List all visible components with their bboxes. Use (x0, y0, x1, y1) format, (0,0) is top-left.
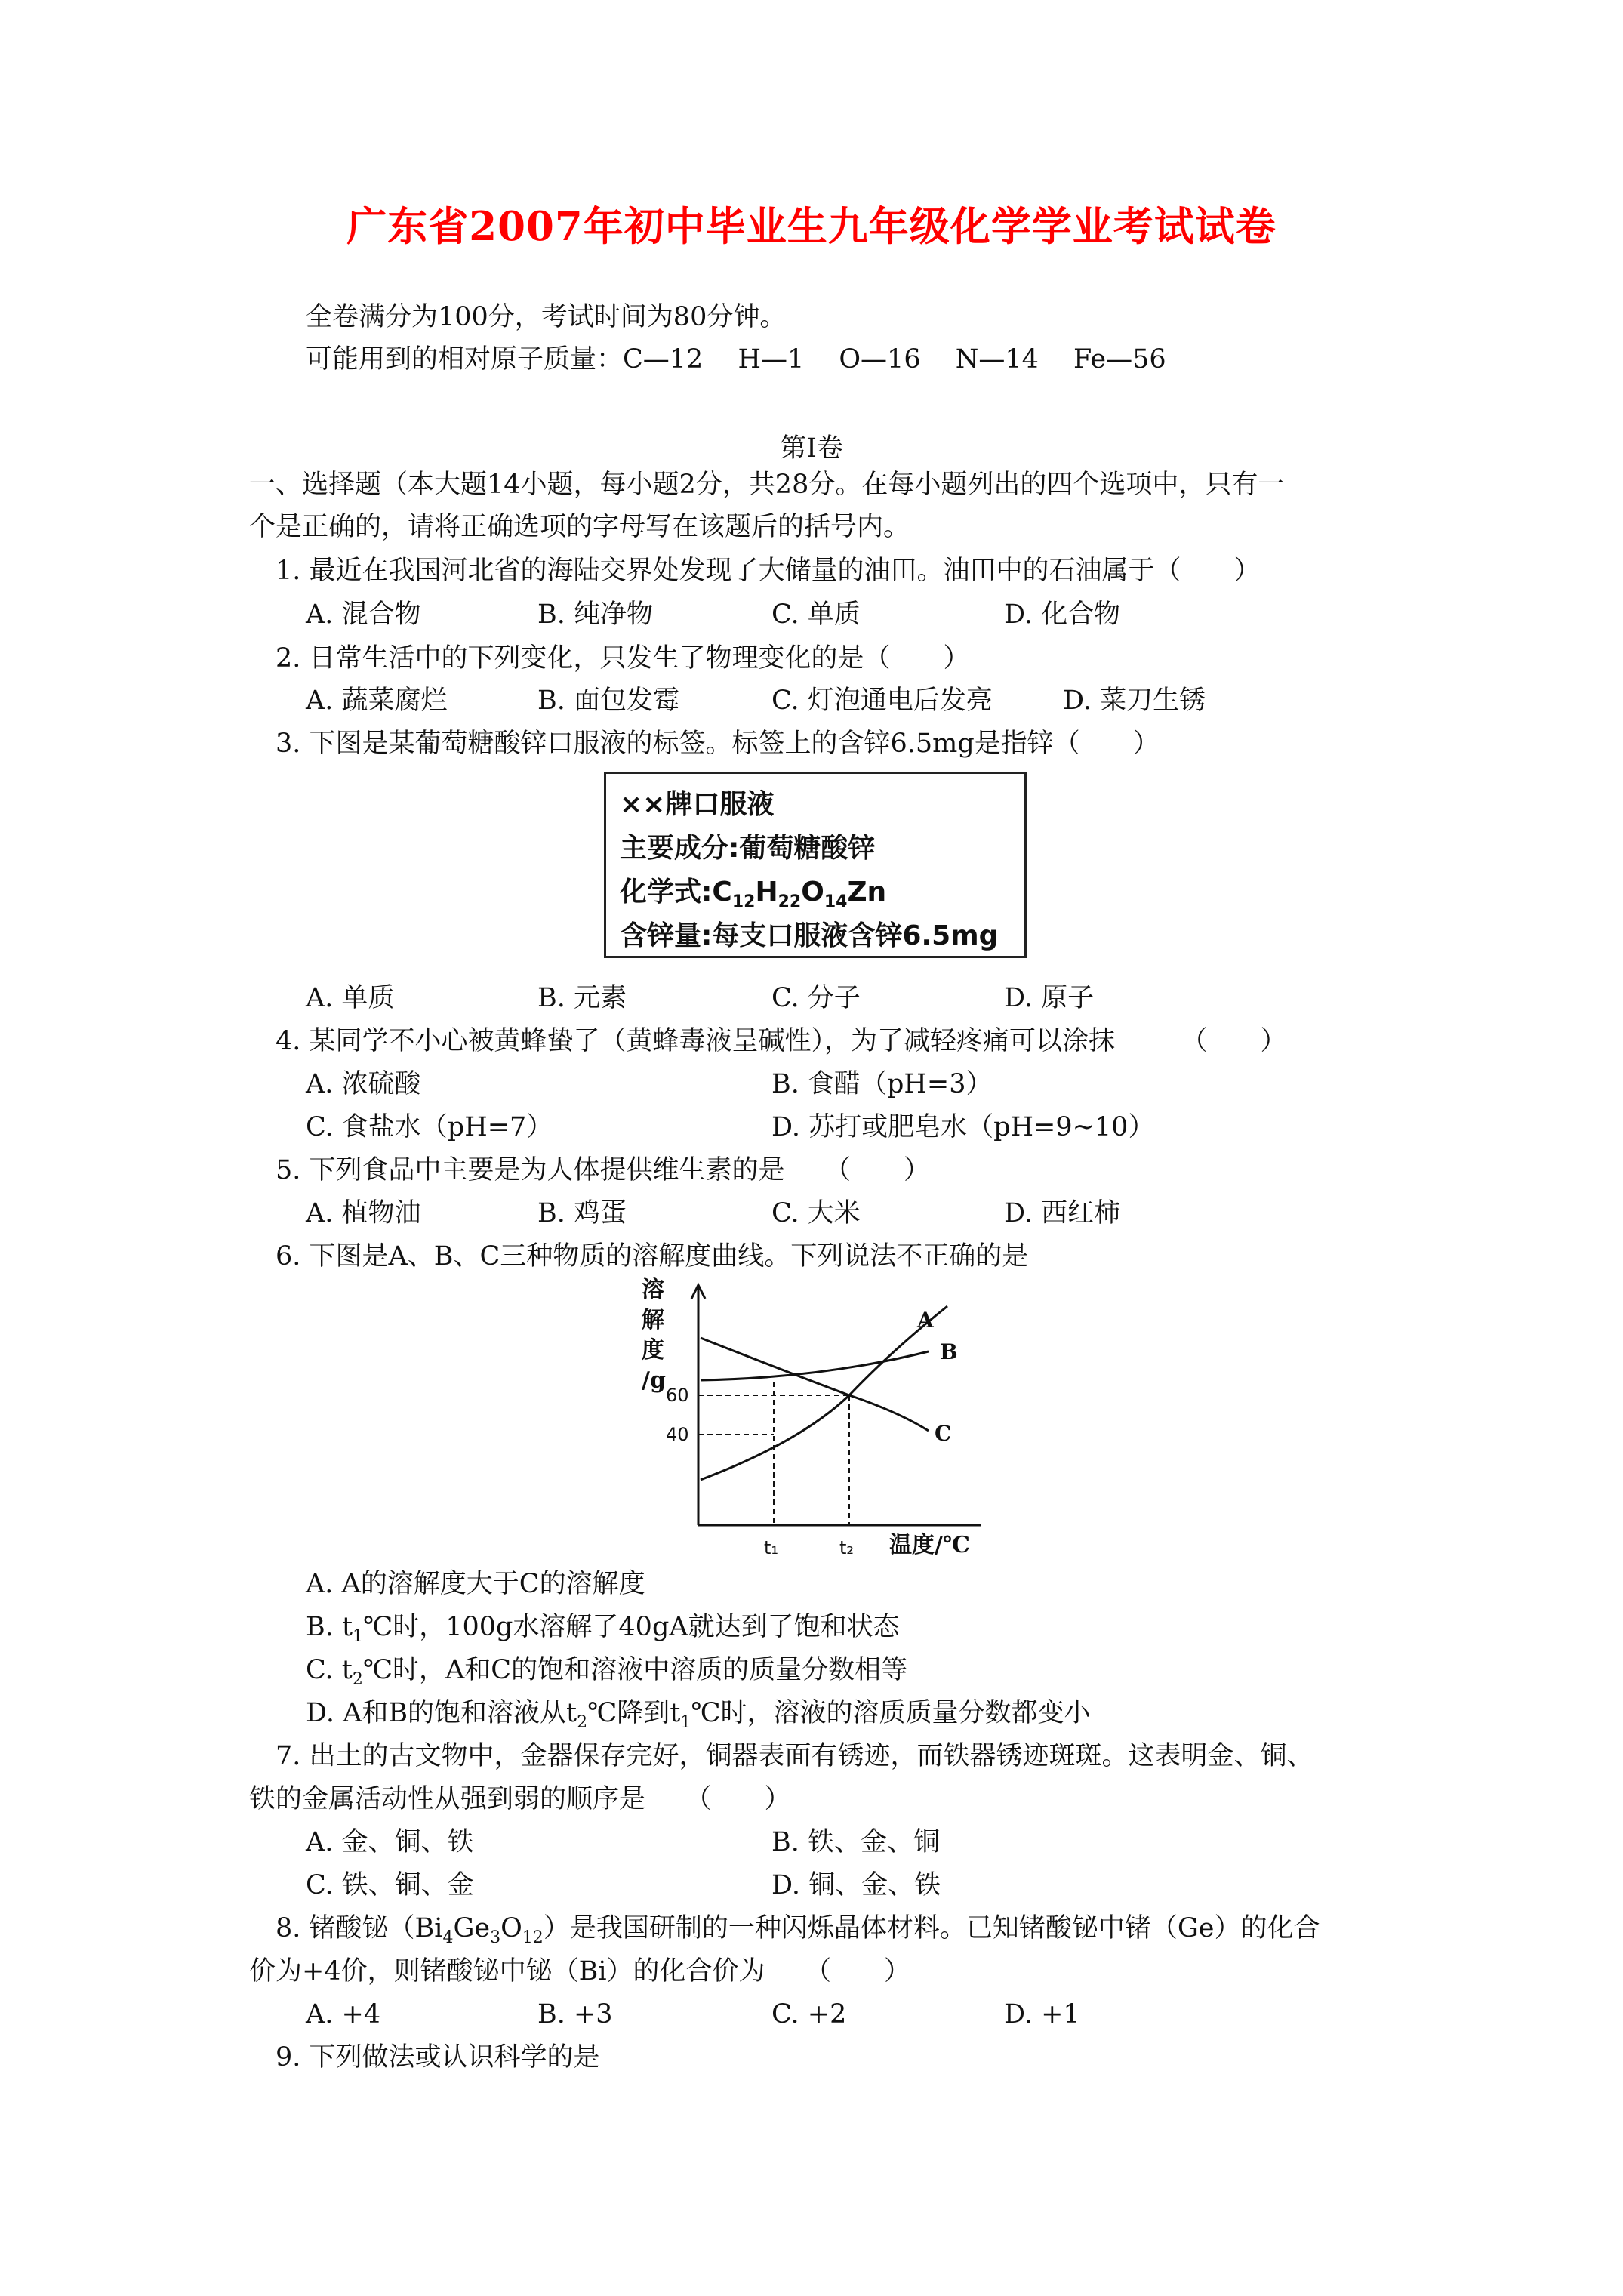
q5-option-a: A. 植物油 (306, 1198, 421, 1228)
q1-option-d: D. 化合物 (1004, 599, 1121, 630)
question-1-stem: 1. 最近在我国河北省的海陆交界处发现了大储量的油田。油田中的石油属于（ ） (276, 556, 1261, 586)
q7-option-c: C. 铁、铜、金 (306, 1870, 474, 1900)
q6-option-a: A. A的溶解度大于C的溶解度 (306, 1569, 645, 1599)
q2-option-a: A. 蔬菜腐烂 (306, 686, 448, 716)
curve-c-label: C (935, 1421, 952, 1446)
q4-option-c: C. 食盐水（pH=7） (306, 1112, 553, 1142)
q1-option-b: B. 纯净物 (537, 599, 653, 630)
q6-option-b: B. $t_1℃$时，100g水溶解了40gA就达到了饱和状态 (306, 1612, 900, 1646)
question-6-stem: 6. 下图是A、B、C三种物质的溶解度曲线。下列说法不正确的是 (276, 1241, 1029, 1271)
svg-text:/g: /g (642, 1367, 666, 1394)
q4-option-a: A. 浓硫酸 (306, 1069, 421, 1099)
question-3-stem: 3. 下图是某葡萄糖酸锌口服液的标签。标签上的含锌6.5mg是指锌（ ） (276, 729, 1160, 759)
q8-option-a: A. +4 (306, 1999, 381, 2029)
q1-option-a: A. 混合物 (306, 599, 421, 630)
q5-option-b: B. 鸡蛋 (537, 1198, 627, 1228)
label-ingredient: 主要成分:葡萄糖酸锌 (620, 833, 876, 864)
question-8-stem-2: 价为+4价，则锗酸铋中铋（Bi）的化合价为 （ ） (249, 1956, 911, 1986)
curve-a (701, 1306, 947, 1480)
question-7-stem-1: 7. 出土的古文物中，金器保存完好，铜器表面有锈迹，而铁器锈迹斑斑。这表明金、铜、 (276, 1741, 1313, 1771)
y-tick-60: 60 (666, 1385, 689, 1406)
x-tick-t1: t₁ (764, 1537, 779, 1555)
q7-option-b: B. 铁、金、铜 (771, 1827, 940, 1857)
q8-option-c: C. +2 (771, 1999, 847, 2029)
x-tick-t2: t₂ (839, 1537, 855, 1555)
label-brand: ××牌口服液 (620, 789, 775, 820)
q1-option-c: C. 单质 (771, 599, 861, 630)
svg-text:解: 解 (642, 1307, 664, 1333)
q3-option-d: D. 原子 (1004, 983, 1095, 1013)
q6-option-c: C. $t_2℃$时，A和C的饱和溶液中溶质的质量分数相等 (306, 1655, 908, 1689)
question-9-stem: 9. 下列做法或认识科学的是 (276, 2042, 600, 2073)
q4-option-d: D. 苏打或肥皂水（pH=9~10） (771, 1112, 1155, 1142)
question-2-stem: 2. 日常生活中的下列变化，只发生了物理变化的是（ ） (276, 643, 970, 673)
q3-option-a: A. 单质 (306, 983, 395, 1013)
intro-line-1: 全卷满分为100分，考试时间为80分钟。 (306, 302, 787, 332)
question-5-stem: 5. 下列食品中主要是为人体提供维生素的是 （ ） (276, 1155, 931, 1185)
curve-b-label: B (940, 1339, 958, 1364)
curve-a-label: A (917, 1308, 934, 1333)
q8-option-d: D. +1 (1004, 1999, 1080, 2029)
question-7-stem-2: 铁的金属活动性从强到弱的顺序是 （ ） (249, 1784, 791, 1814)
svg-text:溶: 溶 (642, 1277, 664, 1303)
q3-option-b: B. 元素 (537, 983, 627, 1013)
q7-option-a: A. 金、铜、铁 (306, 1827, 474, 1857)
section-title: 第Ⅰ卷 (780, 433, 843, 464)
curve-b (701, 1351, 929, 1380)
solubility-chart (627, 1276, 1012, 1555)
intro-line-2: 可能用到的相对原子质量：C—12 H—1 O—16 N—14 Fe—56 (306, 344, 1166, 374)
question-8-stem-1: 8. 锗酸铋$(Bi_4Ge_3O_{12})$是我国研制的一种闪烁晶体材料。已知锗酸铋中锗（Ge）的化合 (276, 1913, 1320, 1947)
q7-option-d: D. 铜、金、铁 (771, 1870, 941, 1900)
y-tick-40: 40 (666, 1424, 689, 1445)
label-zinc-content: 含锌量:每支口服液含锌6.5mg (620, 920, 999, 951)
section-instructions-1: 一、选择题（本大题14小题，每小题2分，共28分。在每小题列出的四个选项中，只有一 (249, 470, 1285, 500)
q5-option-d: D. 西红柿 (1004, 1198, 1121, 1228)
q4-option-b: B. 食醋（pH=3） (771, 1069, 993, 1099)
x-axis-label: 温度/℃ (889, 1532, 970, 1555)
label-formula: 化学式$:C_{12}H_{22}O_{14}Zn$ (620, 877, 887, 912)
q8-option-b: B. +3 (537, 1999, 613, 2029)
q5-option-c: C. 大米 (771, 1198, 861, 1228)
q6-option-d: D. A和B的饱和溶液从$t_2℃$降到$t_1℃$时，溶液的溶质质量分数都变小 (306, 1698, 1091, 1732)
q3-option-c: C. 分子 (771, 983, 861, 1013)
exam-title: 广东省2007年初中毕业生九年级化学学业考试试卷 (346, 203, 1277, 250)
q2-option-c: C. 灯泡通电后发亮 (771, 686, 993, 716)
q2-option-d: D. 菜刀生锈 (1063, 686, 1206, 716)
q2-option-b: B. 面包发霉 (537, 686, 679, 716)
question-4-stem: 4. 某同学不小心被黄蜂蛰了（黄蜂毒液呈碱性），为了减轻疼痛可以涂抹 （ ） (276, 1026, 1287, 1056)
section-instructions-2: 个是正确的，请将正确选项的字母写在该题后的括号内。 (249, 512, 910, 542)
svg-text:度: 度 (642, 1337, 664, 1364)
product-label-image (604, 772, 1027, 958)
